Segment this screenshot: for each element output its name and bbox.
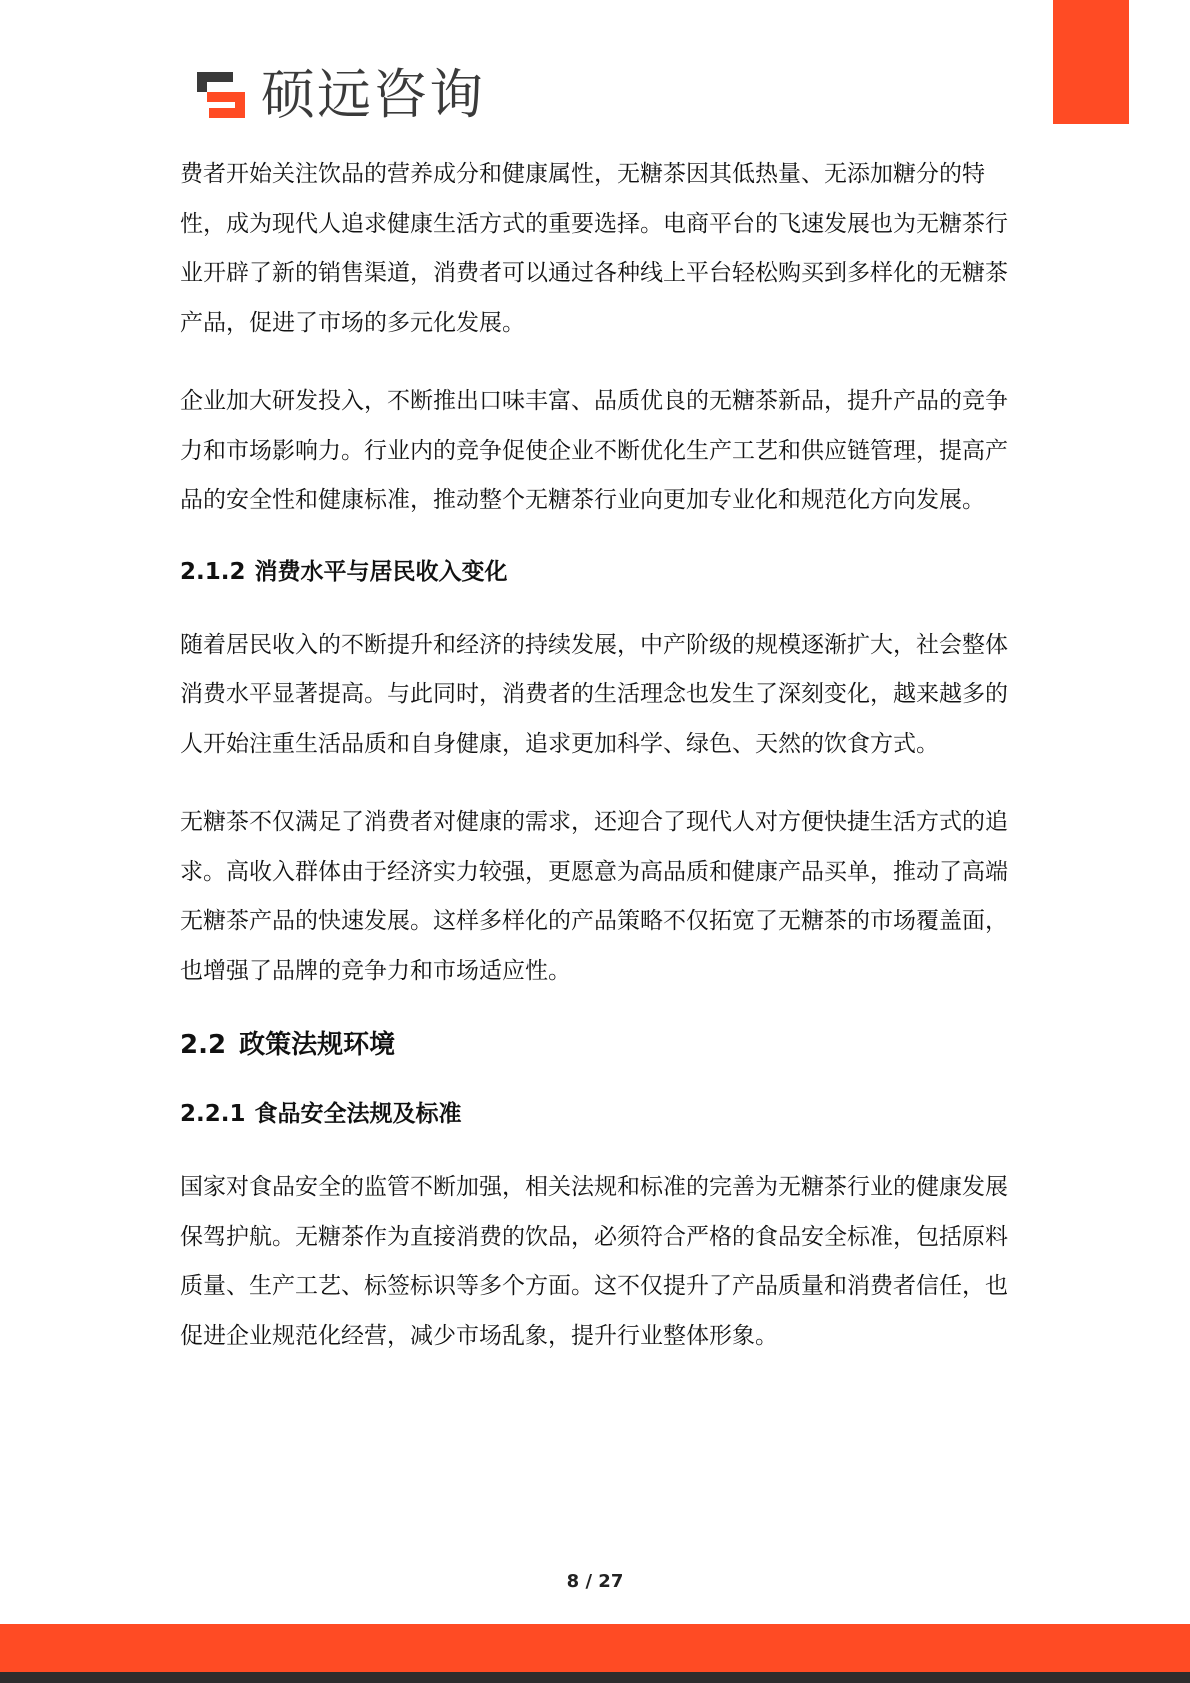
section-title: 政策法规环境: [239, 1030, 396, 1060]
paragraph: 无糖茶不仅满足了消费者对健康的需求，还迎合了现代人对方便快捷生活方式的追求。高收入群体由于经济实力较强，更愿意为高品质和健康产品买单，推动了高端无糖茶产品的快速发展。这样多样化的产品策略不仅拓宽了无糖茶的市场覆盖面，也增强了品牌的竞争力和市场适应性。: [180, 809, 1008, 984]
section-number: 2.2: [180, 1030, 227, 1060]
section-title: 消费水平与居民收入变化: [254, 558, 508, 585]
brand-mark-icon: [193, 68, 249, 122]
page-number: 8 / 27: [566, 1571, 624, 1592]
section-heading-2-2: [180, 1025, 1010, 1065]
brand-name: 硕远咨询: [261, 63, 485, 126]
paragraph: 企业加大研发投入，不断推出口味丰富、品质优良的无糖茶新品，提升产品的竞争力和市场影响力。行业内的竞争促使企业不断优化生产工艺和供应链管理，提高产品的安全性和健康标准，推动整个无糖茶行业向更加专业化和规范化方向发展。: [180, 388, 1008, 513]
document-body: [180, 150, 1010, 1390]
section-heading-2-2-1: [180, 1097, 1010, 1131]
footer-dark-strip: [0, 1672, 1190, 1683]
footer-accent-bar: [0, 1624, 1190, 1672]
section-number: 2.1.2: [180, 558, 246, 585]
brand-logo: [193, 63, 485, 126]
corner-accent-tab: [1053, 0, 1129, 124]
paragraph: 费者开始关注饮品的营养成分和健康属性，无糖茶因其低热量、无添加糖分的特性，成为现代人追求健康生活方式的重要选择。电商平台的飞速发展也为无糖茶行业开辟了新的销售渠道，消费者可以通过各种线上平台轻松购买到多样化的无糖茶产品，促进了市场的多元化发展。: [180, 161, 1008, 336]
paragraph: 国家对食品安全的监管不断加强，相关法规和标准的完善为无糖茶行业的健康发展保驾护航。无糖茶作为直接消费的饮品，必须符合严格的食品安全标准，包括原料质量、生产工艺、标签标识等多个方面。这不仅提升了产品质量和消费者信任，也促进企业规范化经营，减少市场乱象，提升行业整体形象。: [180, 1174, 1008, 1349]
paragraph: 随着居民收入的不断提升和经济的持续发展，中产阶级的规模逐渐扩大，社会整体消费水平显著提高。与此同时，消费者的生活理念也发生了深刻变化，越来越多的人开始注重生活品质和自身健康，追求更加科学、绿色、天然的饮食方式。: [180, 631, 1008, 757]
section-heading-2-1-2: [180, 555, 1010, 589]
section-number: 2.2.1: [180, 1101, 246, 1127]
section-title: 食品安全法规及标准: [254, 1101, 462, 1127]
